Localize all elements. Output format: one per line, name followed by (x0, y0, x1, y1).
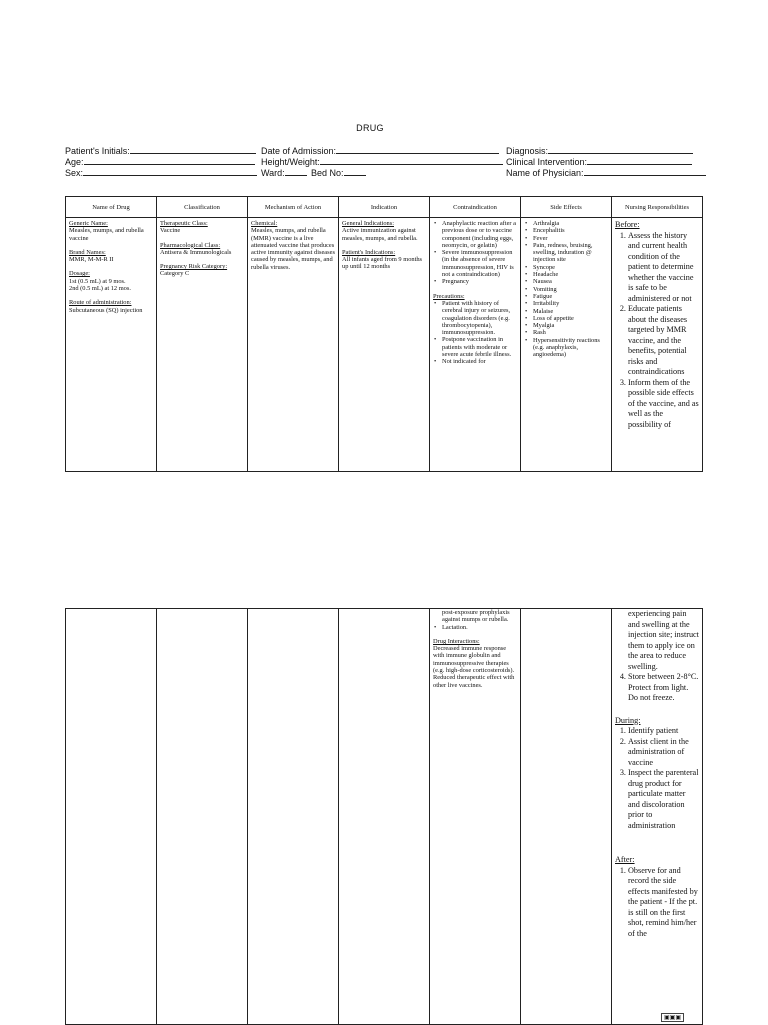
contraindication-cell (430, 218, 521, 472)
list-item: 1. Identify patient (628, 726, 699, 737)
therapeutic-label: Therapeutic Class: (160, 220, 208, 227)
list-item: • Myalgia (533, 322, 608, 329)
general-indication-label: General Indications: (342, 220, 394, 227)
generic-name: Measles, mumps, and rubella vaccine (69, 227, 144, 242)
list-item: 2. Educate patients about the diseases targeted by MMR vaccine, and the benefits, potential risks and contraindications (628, 304, 699, 378)
list-item: 1. Observe for and record the side effects manifested by the patient - If the pt. is still on the first shot, remind him/her of the (628, 866, 699, 940)
list-item: • Syncope (533, 264, 608, 271)
side-effects-cell (521, 218, 612, 472)
nursing-cell (612, 218, 703, 472)
precautions-label: Precautions: (433, 292, 465, 300)
ward-field[interactable]: Ward: (261, 167, 307, 179)
col-contraindication: Contraindication (430, 197, 521, 218)
pregnancy-label: Pregnancy Risk Category: (160, 263, 228, 271)
empty-cell (339, 609, 430, 1025)
list-item: 4. Store between 2-8°C. Protect from light. Do not freeze. (628, 672, 699, 704)
list-item: • Rash (533, 329, 608, 336)
patient-indication-label: Patient's Indications: (342, 248, 396, 256)
date-admission-field[interactable]: Date of Admission: (261, 145, 499, 157)
list-item: • Postpone vaccination in patients with moderate or severe acute febrile illness. (442, 336, 517, 358)
physician-field[interactable]: Name of Physician: (506, 167, 706, 179)
table-row (66, 218, 703, 472)
name-of-drug-cell (66, 218, 157, 472)
list-item: 3. Inform them of the possible side effects of the vaccine, and as well as the possibility of (628, 378, 699, 431)
list-item: • Fatigue (533, 293, 608, 300)
list-item: • Not indicated for (442, 358, 517, 365)
side-effects-list (524, 220, 608, 359)
mechanism-label: Chemical: (251, 220, 278, 227)
list-item: • Anaphylactic reaction after a previous dose or to vaccine component (including eggs, neomycin, or gelatin) (442, 220, 517, 249)
precaution-continued: post-exposure prophylaxis against mumps or rubella. (442, 609, 510, 624)
patient-initials-field[interactable]: Patient's Initials: (65, 145, 256, 157)
list-item: • Irritability (533, 300, 608, 307)
col-side-effects: Side Effects (521, 197, 612, 218)
table-row (66, 609, 703, 1025)
classification-cell (157, 218, 248, 472)
mechanism-cell (248, 218, 339, 472)
general-indication: Active immunization against measles, mumps, and rubella. (342, 227, 418, 242)
diagnosis-field[interactable]: Diagnosis: (506, 145, 693, 157)
dosage-label: Dosage: (69, 270, 90, 278)
list-item: 3. Inspect the parenteral drug product for particulate matter and discoloration prior to administration (628, 768, 699, 831)
empty-cell (66, 609, 157, 1025)
empty-cell (248, 609, 339, 1025)
pharma-value: Antisera & Immunologicals (160, 248, 232, 256)
table-header-row (66, 197, 703, 218)
route-label: Route of administration: (69, 299, 132, 307)
col-name-of-drug: Name of Drug (66, 197, 157, 218)
list-item: • Hypersensitivity reactions (e.g. anaphylaxis, angioedema) (533, 337, 608, 359)
generic-label: Generic Name: (69, 220, 108, 227)
list-item: • Malaise (533, 308, 608, 315)
after-label: After: (615, 855, 635, 864)
col-classification: Classification (157, 197, 248, 218)
interactions-label: Drug Interactions: (433, 637, 480, 645)
indication-cell (339, 218, 430, 472)
brand-label: Brand Names: (69, 248, 106, 256)
dose-1: 1st (0.5 mL) at 9 mos. (69, 277, 126, 285)
list-item: • Fever (533, 235, 608, 242)
list-item: • Headache (533, 271, 608, 278)
interactions-text: Decreased immune response with immune globulin and immunosuppressive therapies (e.g. high-dose corticosteroids). Reduced therapeutic effect with other live vaccines. (433, 645, 515, 689)
list-item: • Pain, redness, bruising, swelling, induration @ injection site (533, 242, 608, 264)
list-item: • Pregnancy (442, 278, 517, 285)
therapeutic-value: Vaccine (160, 227, 181, 235)
dose-2: 2nd (0.5 mL) at 12 mos. (69, 285, 131, 293)
age-field[interactable]: Age: (65, 156, 255, 168)
list-item: • Loss of appetite (533, 315, 608, 322)
col-nursing: Nursing Responsibilities (612, 197, 703, 218)
patient-indication: All infants aged from 9 months up until 12 months (342, 256, 423, 271)
list-item: • Severe immunosuppression (in the absence of severe immunosuppression, HIV is not a contraindication) (442, 249, 517, 278)
contraindication-cont-cell (430, 609, 521, 1025)
list-item: 2. Assist client in the administration of vaccine (628, 737, 699, 769)
list-item: • Vomiting (533, 286, 608, 293)
list-item: • Arthralgia (533, 220, 608, 227)
list-item: • Lactation. (442, 624, 517, 631)
before-label: Before: (615, 220, 640, 229)
pharma-label: Pharmacological Class: (160, 241, 221, 249)
empty-cell (521, 609, 612, 1025)
route-value: Subcutaneous (SQ) injection (69, 306, 143, 314)
mechanism-text: Measles, mumps, and rubella (MMR) vaccine is a live attenuated vaccine that produces active immunity against diseases caused by measles, mumps, and rubella viruses. (251, 227, 335, 271)
drug-table-page-2 (65, 608, 703, 1025)
list-item: • Encephalitis (533, 227, 608, 234)
height-weight-field[interactable]: Height/Weight: (261, 156, 503, 168)
footer-mark: ▣▣▣ (661, 1013, 684, 1022)
pregnancy-value: Category C (160, 270, 190, 278)
list-item: 1. Assess the history and current health condition of the patient to determine whether the vaccine is safe to be administered or not (628, 231, 699, 305)
during-label: During: (615, 715, 641, 725)
empty-cell (157, 609, 248, 1025)
drug-table-page-1 (65, 196, 703, 472)
col-indication: Indication (339, 197, 430, 218)
nursing-cont-cell (612, 609, 703, 1025)
document-title: DRUG (356, 123, 384, 133)
list-item: • Nausea (533, 278, 608, 285)
sex-field[interactable]: Sex: (65, 167, 257, 179)
clinical-intervention-field[interactable]: Clinical Intervention: (506, 156, 692, 168)
list-item: • Patient with history of cerebral injury or seizures, coagulation disorders (e.g. thrombocytopenia), immunosuppression. (442, 300, 517, 336)
bed-no-field[interactable]: Bed No: (311, 167, 366, 179)
brand-names: MMR, M-M-R II (69, 256, 114, 264)
nursing-continued: experiencing pain and swelling at the injection site; instruct them to apply ice on the area to reduce swelling. (628, 609, 699, 671)
col-mechanism: Mechanism of Action (248, 197, 339, 218)
